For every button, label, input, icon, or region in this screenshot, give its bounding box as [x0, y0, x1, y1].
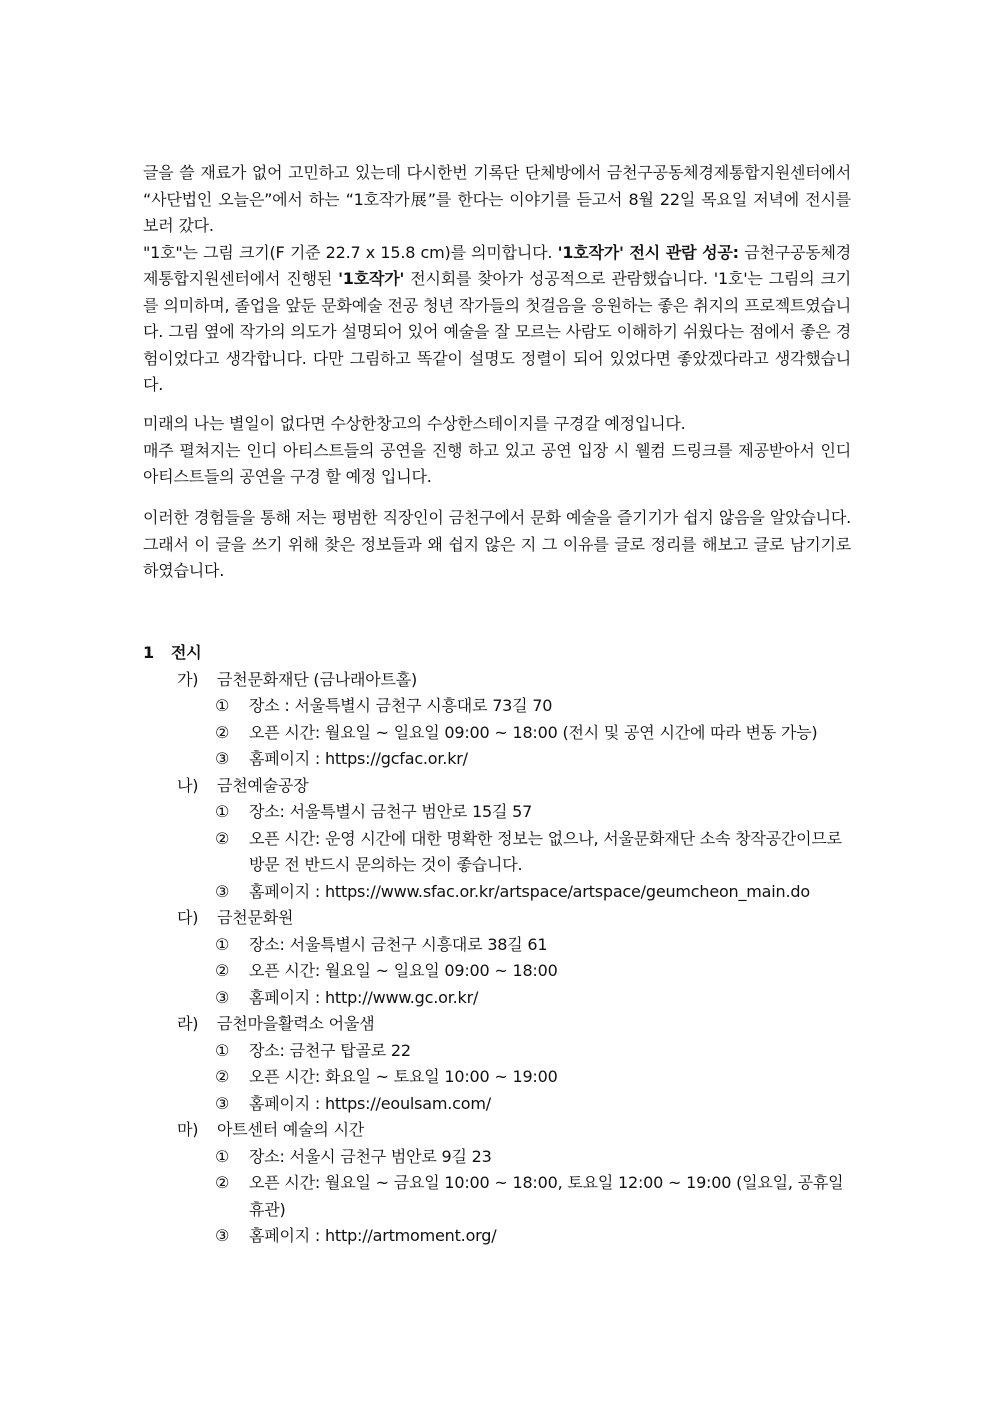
venue-heading [143, 1117, 863, 1144]
item-text: 장소: 금천구 탑골로 22 [249, 1040, 411, 1060]
item-marker: ③ [215, 749, 230, 768]
item-text: 장소: 서울특별시 금천구 시흥대로 38길 61 [249, 934, 548, 954]
venue-detail-item [143, 958, 849, 985]
item-text: 오픈 시간: 월요일 ~ 일요일 09:00 ~ 18:00 [249, 961, 558, 980]
item-marker: ① [215, 1040, 230, 1060]
item-text: 홈페이지 : https://www.sfac.or.kr/artspace/artspace/geumcheon_main.do [249, 881, 810, 901]
review-bold-a: '1호작가' 전시 관람 성공: [557, 242, 739, 262]
exhibition-review-text [143, 240, 851, 399]
conclusion-text: 이러한 경험들을 통해 저는 평범한 직장인이 금천구에서 문화 예술을 즐기기가 쉽지 않음을 알았습니다. 그래서 이 글을 쓰기 위해 찾은 정보들과 왜 쉽지 않은 지 그 이유를 글로 정리를 해보고 글로 남기기로 하였습니다. [143, 508, 851, 580]
venue-detail-item [143, 879, 849, 906]
venue-name: 금천문화재단 (금나래아트홀) [217, 669, 418, 689]
exhibition-section [143, 640, 863, 1250]
item-text: 홈페이지 : http://www.gc.or.kr/ [249, 987, 479, 1007]
item-marker: ② [215, 828, 230, 848]
item-marker: ② [215, 722, 230, 742]
item-marker: ③ [215, 1093, 230, 1113]
venue-name: 아트센터 예술의 시간 [217, 1120, 365, 1139]
item-marker: ③ [215, 881, 230, 901]
review-bold-b: '1호작가' [338, 269, 405, 288]
venue-marker: 나) [177, 775, 199, 795]
item-marker: ① [215, 802, 230, 821]
item-marker: ② [215, 961, 230, 980]
item-text: 오픈 시간: 화요일 ~ 토요일 10:00 ~ 19:00 [249, 1067, 558, 1086]
section-title: 전시 [171, 643, 202, 662]
item-marker: ③ [215, 987, 230, 1007]
venue-detail-item [143, 1170, 849, 1223]
review-text-a: "1호"는 그림 크기(F 기준 22.7 x 15.8 cm)를 의미합니다. [143, 242, 558, 262]
conclusion-paragraph [143, 505, 851, 585]
item-text: 장소 : 서울특별시 금천구 시흥대로 73길 70 [249, 696, 553, 715]
section-heading [143, 640, 863, 667]
venue-detail-item [143, 720, 849, 747]
item-text: 장소: 서울특별시 금천구 범안로 15길 57 [249, 802, 533, 821]
venue-detail-item [143, 1064, 849, 1091]
venue-marker: 마) [177, 1120, 199, 1139]
item-marker: ① [215, 696, 230, 715]
item-marker: ② [215, 1067, 230, 1086]
venue-heading [143, 1011, 863, 1038]
review-text-c: 금천구공동체경제통합지원센터에서 진행된 [143, 242, 852, 288]
future-plan-text-2: 매주 펼쳐지는 인디 아티스트들의 공연을 진행 하고 있고 공연 입장 시 웰컴 드링크를 제공받아서 인디 아티스트들의 공연을 구경 할 예정 입니다. [143, 440, 851, 486]
venue-detail-item [143, 1091, 849, 1118]
venue-marker: 가) [177, 669, 199, 689]
intro-text: 글을 쓸 재료가 없어 고민하고 있는데 다시한번 기록단 단체방에서 금천구공동체경제통합지원센터에서 “사단법인 오늘은”에서 하는 “1호작가展”를 한다는 이야기를 듣고서 8월 22일 목요일 저녁에 전시를 보러 갔다. [143, 163, 851, 235]
venue-detail-item [143, 1144, 849, 1171]
venue-marker: 다) [177, 908, 199, 927]
venue-name: 금천예술공장 [217, 775, 309, 795]
item-marker: ① [215, 934, 230, 954]
item-text: 오픈 시간: 운영 시간에 대한 명확한 정보는 없으나, 서울문화재단 소속 창작공간이므로 방문 전 반드시 문의하는 것이 좋습니다. [249, 828, 842, 874]
venue-list [143, 667, 863, 1250]
item-text: 장소: 서울시 금천구 범안로 9길 23 [249, 1146, 492, 1166]
venue-heading [143, 773, 863, 800]
venue-heading [143, 667, 863, 694]
venue-name: 금천문화원 [217, 908, 294, 927]
item-text: 오픈 시간: 월요일 ~ 금요일 10:00 ~ 18:00, 토요일 12:00 ~ 19:00 (일요일, 공휴일 휴관) [249, 1173, 844, 1219]
venue-detail-item [143, 985, 849, 1012]
item-marker: ③ [215, 1226, 230, 1245]
venue-name: 금천마을활력소 어울샘 [217, 1014, 375, 1033]
venue-detail-item [143, 799, 849, 826]
venue-heading [143, 905, 863, 932]
venue-detail-item [143, 826, 849, 879]
item-marker: ② [215, 1173, 230, 1192]
future-plan-paragraph [143, 411, 851, 491]
item-marker: ① [215, 1146, 230, 1166]
review-text-d: 전시회를 찾아가 성공적으로 관람했습니다. '1호'는 그림의 크기를 의미하며, 졸업을 앞둔 문화예술 전공 청년 작가들의 첫걸음을 응원하는 좋은 취지의 프로젝트였습니다. 그림 옆에 작가의 의도가 설명되어 있어 예술을 잘 모르는 사람도 이해하기 쉬웠다는 점에서 좋은 경험이었다고 생각합니다. 다만 그림하고 똑같이 설명도 정렬이 되어 있었다면 좋았겠다라고 생각했습니다. [143, 269, 851, 394]
venue-detail-item [143, 1038, 849, 1065]
intro-paragraph [143, 160, 851, 399]
item-text: 홈페이지 : https://eoulsam.com/ [249, 1093, 491, 1113]
section-number: 1 [143, 643, 154, 662]
venue-detail-item [143, 693, 849, 720]
venue-detail-item [143, 1223, 849, 1250]
item-text: 홈페이지 : http://artmoment.org/ [249, 1226, 497, 1245]
future-plan-text-1: 미래의 나는 별일이 없다면 수상한창고의 수상한스테이지를 구경갈 예정입니다. [143, 414, 686, 433]
item-text: 오픈 시간: 월요일 ~ 일요일 09:00 ~ 18:00 (전시 및 공연 시간에 따라 변동 가능) [249, 722, 818, 742]
venue-detail-item [143, 746, 849, 773]
venue-detail-item [143, 932, 849, 959]
item-text: 홈페이지 : https://gcfac.or.kr/ [249, 749, 468, 768]
venue-marker: 라) [177, 1014, 199, 1033]
